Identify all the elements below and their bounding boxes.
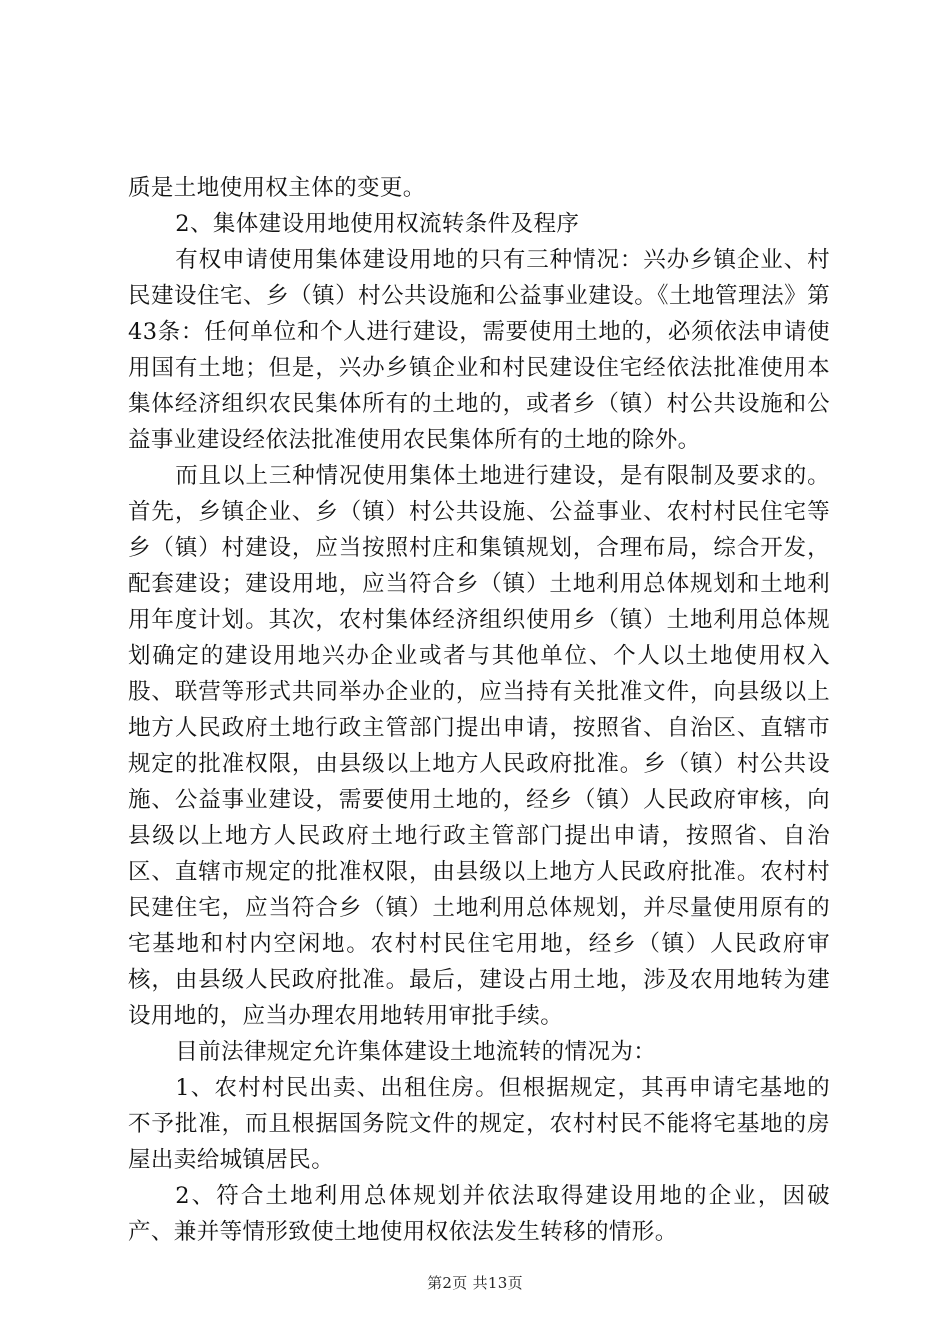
- list-item: 1、农村村民出卖、出租住房。但根据规定，其再申请宅基地的不予批准，而且根据国务院文件的规定，农村村民不能将宅基地的房屋出卖给城镇居民。: [128, 1075, 830, 1173]
- paragraph: 目前法律规定允许集体建设土地流转的情况为：: [175, 1039, 657, 1065]
- section-heading: 2、集体建设用地使用权流转条件及程序: [175, 211, 580, 237]
- page-number-footer: 第2页 共13页: [427, 1274, 523, 1292]
- paragraph-continuation: 质是土地使用权主体的变更。: [128, 175, 426, 201]
- list-item: 2、符合土地利用总体规划并依法取得建设用地的企业，因破产、兼并等情形致使土地使用权依法发生转移的情形。: [128, 1183, 830, 1245]
- paragraph: 而且以上三种情况使用集体土地进行建设，是有限制及要求的。首先，乡镇企业、乡（镇）村公共设施、公益事业、农村村民住宅等乡（镇）村建设，应当按照村庄和集镇规划，合理布局，综合开发，配套建设；建设用地，应当符合乡（镇）土地利用总体规划和土地利用年度计划。其次，农村集体经济组织使用乡（镇）土地利用总体规划确定的建设用地兴办企业或者与其他单位、个人以土地使用权入股、联营等形式共同举办企业的，应当持有关批准文件，向县级以上地方人民政府土地行政主管部门提出申请，按照省、自治区、直辖市规定的批准权限，由县级以上地方人民政府批准。乡（镇）村公共设施、公益事业建设，需要使用土地的，经乡（镇）人民政府审核，向县级以上地方人民政府土地行政主管部门提出申请，按照省、自治区、直辖市规定的批准权限，由县级以上地方人民政府批准。农村村民建住宅，应当符合乡（镇）土地利用总体规划，并尽量使用原有的宅基地和村内空闲地。农村村民住宅用地，经乡（镇）人民政府审核，由县级人民政府批准。最后，建设占用土地，涉及农用地转为建设用地的，应当办理农用地转用审批手续。: [128, 463, 830, 1029]
- paragraph: 有权申请使用集体建设用地的只有三种情况：兴办乡镇企业、村民建设住宅、乡（镇）村公共设施和公益事业建设。《土地管理法》第43条：任何单位和个人进行建设，需要使用土地的，必须依法申请使用国有土地；但是，兴办乡镇企业和村民建设住宅经依法批准使用本集体经济组织农民集体所有的土地的，或者乡（镇）村公共设施和公益事业建设经依法批准使用农民集体所有的土地的除外。: [128, 247, 830, 453]
- document-body: [128, 170, 830, 1250]
